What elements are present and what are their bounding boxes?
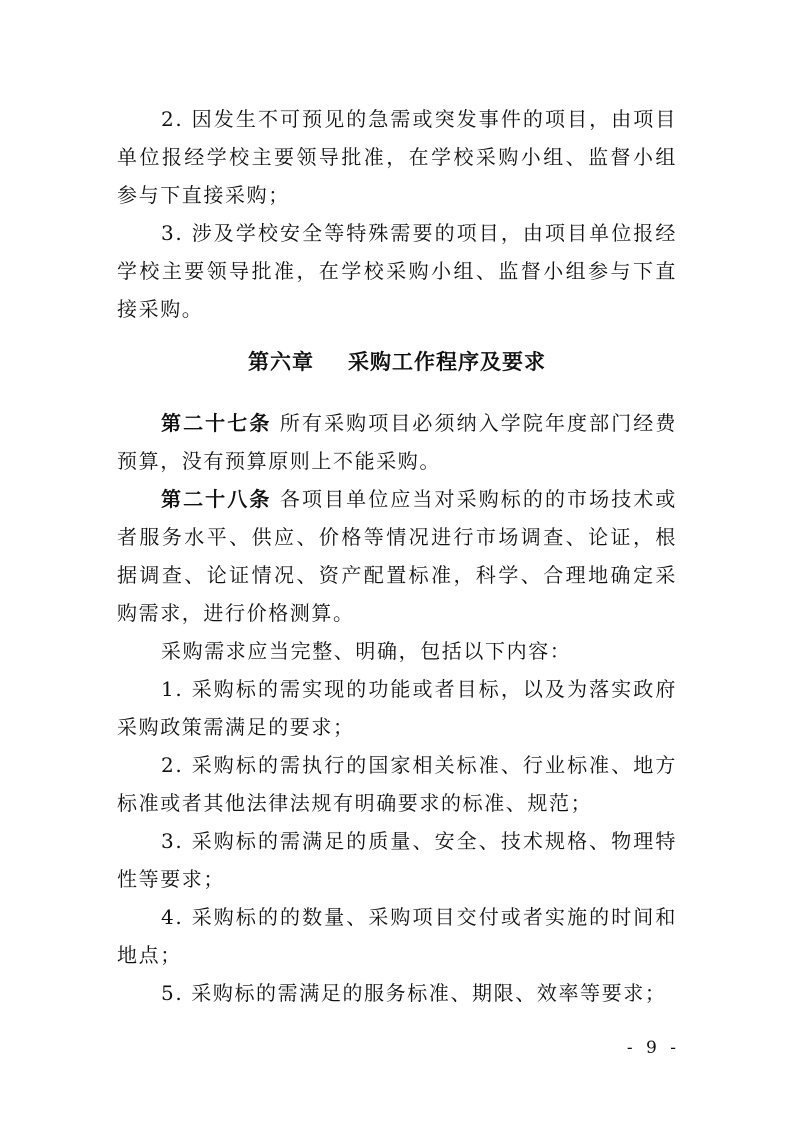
chapter-title: 采购工作程序及要求 xyxy=(348,350,546,374)
article-28 xyxy=(117,480,677,632)
paragraph-text: 2. 采购标的需执行的国家相关标准、行业标准、地方标准或者其他法律法规有明确要求的标准、规范； xyxy=(117,753,677,815)
paragraph-text: 4. 采购标的的数量、采购项目交付或者实施的时间和地点； xyxy=(117,905,677,967)
page-number: - 9 - xyxy=(626,1038,680,1058)
chapter-heading xyxy=(117,342,677,382)
paragraph-text: 采购需求应当完整、明确，包括以下内容： xyxy=(161,639,572,663)
paragraph-text: 1. 采购标的需实现的功能或者目标，以及为落实政府采购政策需满足的要求； xyxy=(117,677,677,739)
requirement-item-3 xyxy=(117,822,677,898)
requirement-item-1 xyxy=(117,670,677,746)
paragraph-text: 2. 因发生不可预见的急需或突发事件的项目，由项目单位报经学校主要领导批准，在学校采购小组、监督小组参与下直接采购； xyxy=(117,107,677,207)
requirements-intro xyxy=(117,632,677,670)
article-lead: 第二十七条 xyxy=(161,411,272,435)
article-text: 所有采购项目必须纳入学院年度部门经费预算，没有预算原则上不能采购。 xyxy=(117,411,677,473)
chapter-number: 第六章 xyxy=(248,350,314,374)
paragraph-text: 5. 采购标的需满足的服务标准、期限、效率等要求； xyxy=(161,981,667,1005)
requirement-item-2 xyxy=(117,746,677,822)
paragraph-item-3 xyxy=(117,214,677,328)
paragraph-item-2 xyxy=(117,100,677,214)
article-text: 各项目单位应当对采购标的的市场技术或者服务水平、供应、价格等情况进行市场调查、论证，根据调查、论证情况、资产配置标准，科学、合理地确定采购需求，进行价格测算。 xyxy=(117,487,677,625)
requirement-item-5 xyxy=(117,974,677,1012)
paragraph-text: 3. 采购标的需满足的质量、安全、技术规格、物理特性等要求； xyxy=(117,829,677,891)
article-lead: 第二十八条 xyxy=(161,487,272,511)
paragraph-text: 3. 涉及学校安全等特殊需要的项目，由项目单位报经学校主要领导批准，在学校采购小组、监督小组参与下直接采购。 xyxy=(117,221,677,321)
article-27 xyxy=(117,404,677,480)
requirement-item-4 xyxy=(117,898,677,974)
